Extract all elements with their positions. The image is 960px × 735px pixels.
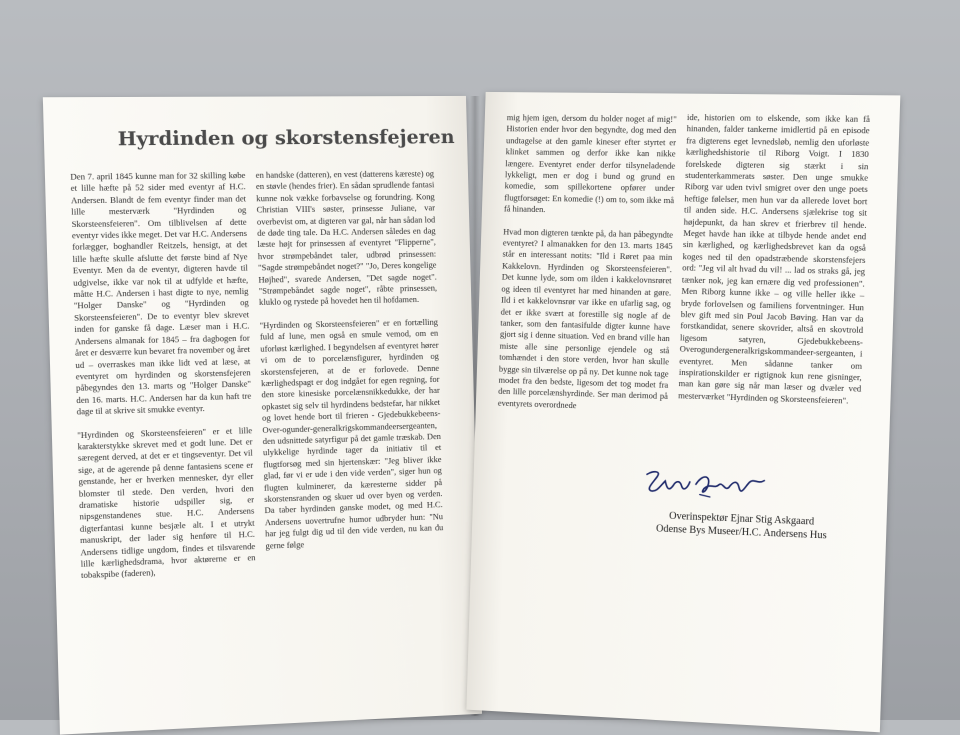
handwritten-signature-icon xyxy=(638,462,773,508)
signature-institution: Odense Bys Museer/H.C. Andersens Hus xyxy=(655,523,827,542)
paragraph: ide, historien om to elskende, som ikke kan få hinanden, falder tankerne imidlertid på en episode fra digterens eget levnedsløb, nemlig den uforløste kærlighedshistorie til Riborg Voigt. I 1830 forelskede digteren sig stærkt i sin studenterkammerats søster. Den unge smukke Riborg var uden tvivl smigret over den unge poets heftige følelser, men hun var da allerede lovet bort til anden side. H.C. Andersens sjælekrise tog sit højdepunkt, da han skrev et frierbrev til hende. Meget havde han ikke at tilbyde hende andet end sin kærlighed, og kærlighedsbrevet kan da også koges ned til den opadstræbende skorstensfejers ord: "Jeg vil alt hvad du vil! ... lad os straks gå, jeg tænker nok, jeg kan ernære dig ved professionen". Men Riborg kunne ikke – og ville heller ikke – bryde forlovelsen og familiens forventninger. Hun blev gift med sin Poul Jacob Bøving. Han var da forstkandidat, senere skovrider, altså en skovtrold ligesom satyren, Gjedebukkebeens-Overogundergeneralkrigskommandeer-sergeanten, i eventyret. Men sådanne tanker om inspirationskilder er rigtignok kun rene gisninger, man kan gøre sig når man læser og dvæler ved mesterværket "Hyrdinden og Skorsteensfeieren". xyxy=(678,112,871,406)
left-column-1 xyxy=(70,170,256,593)
paragraph: Den 7. april 1845 kunne man for 32 skilling købe et lille hæfte på 52 sider med eventyr af H.C. Andersen. Blandt de fem eventyr finder man det lille mesterværk "Hyrdinden og Skorsteensfeieren". Om tilblivelsen af dette eventyr vides ikke meget. Det var H.C. Andersens forlægger, boghandler Reitzels, hensigt, at det lille hæfte skulle afslutte det første bind af Nye Eventyr. Men da de eventyr, digteren havde til udgivelse, ikke var nok til at udfylde et hæfte, måtte H.C. Andersen i hast digte to nye, nemlig "Holger Danske" og "Hyrdinden og Skorsteensfeieren". De to eventyr blev skrevet inden for ganske få dage. Læser man i H.C. Andersens almanak for 1845 – fra dagbogen for året er desværre kun bevaret fra november og året ud – overraskes man ikke lidt ved at læse, at eventyret om hyrdinden og skorstensfejeren påbegyndes den 13. marts og "Holger Danske" den 16. marts. H.C. Andersen har da kun haft tre dage til at skrive sit smukke eventyr. xyxy=(70,170,252,417)
signature-caption xyxy=(623,508,862,544)
paragraph: "Hyrdinden og Skorsteensfeieren" er en fortælling fuld af lune, men også en smule vemod, om en uforløst kærlighed. I begyndelsen af eventyret hører vi om de to porcelænsfigurer, hyrdinden og skorstensfejeren, at de er forlovede. Denne kærlighedspagt er dog indgået for egen regning, for den store kinesiske porcelænsnikkedukke, der har opkastet sig selv til hyrdindens bedstefar, har nikket og lovet hende bort til frieren - Gjedebukkebeens-Over-ogunder-generalkrigskommandeersergeanten, den udsnittede satyrfigur på det gamle træskab. Den ulykkelige hyrdinde tager da initiativ til et flugtforsøg med sin hjertenskær: "Jeg bliver ikke glad, før vi er ude i den vide verden", siger hun og flugten kulminerer, da kæresterne sidder på skorstensranden og skuer ud over byen og verden. Da taber hyrdinden ganske modet, og med H.C. Andersens uovertrufne humor udbryder hun: "Nu har jeg fulgt dig ud til den vide verden, nu kan du gerne følge xyxy=(259,317,444,551)
paragraph: mig hjem igen, dersom du holder noget af mig!" Historien ender hvor den begyndte, dog med den undtagelse at den gamle kineser efter styrtet er klinket sammen og derfor ikke kan nikke længere. Eventyret ender derfor tilsyneladende lykkeligt, men er dog i bund og grund en komedie, som spillekortene opfører under flugtforsøget: En komedie (!) om to, som ikke må få hinanden. xyxy=(503,113,677,215)
right-column-2 xyxy=(678,112,871,419)
paragraph: "Hyrdinden og Skorsteensfeieren" er et lille karakterstykke skrevet med et godt lune. Det er særegent derved, at det er et tingseventyr. Det vil sige, at de agerende på denne fantasiens scene er genstande, her er hverken mennesker, dyr eller blomster til stede. Den verden, hvori den dramatiske historie udspiller sig, er nipsgenstandenes stue. H.C. Andersens digterfantasi kunne besjæle alt. I et utrykt manuskript, der lader sig henføre til H.C. Andersens tidlige ungdom, findes et tilsvarende lille kærlighedsdrama, hvor aktørerne er en tobakspibe (faderen), xyxy=(77,425,256,581)
left-column-2 xyxy=(256,168,445,563)
signature-name: Overinspektør Ejnar Stig Askgaard xyxy=(668,510,815,528)
paragraph: en handske (datteren), en vest (datterens kæreste) og en støvle (hendes frier). En sådan sprudlende fantasi kunne nok vække forbavselse og forundring. Kong Christian VIII's søster, prinsesse Juliane, var overbevist om, at digteren var gal, når han sådan lod de døde ting tale. Da H.C. Andersen således en dag læste højt for prinsessen af eventyret "Flipperne", hvor strømpebåndet taler, udbrød prinsessen: "Sagde strømpebåndet noget?" "Jo, Deres kongelige Højhed", svarede Andersen, "Det sagde noget". "Strømpebåndet sagde noget", råbte prinsessen, kluklo og rystede på hovedet hen til hofdamen. xyxy=(255,169,438,308)
page-title: Hyrdinden og skorstensfejeren xyxy=(117,126,455,151)
left-page xyxy=(43,96,482,735)
paragraph: Hvad mon digteren tænkte på, da han påbegyndte eventyret? I almanakken for den 13. marts 1845 står en interessant notits: "Ild i Røret paa min Kakkelovn. Hyrdinden og Skorsteensfeieren". Det kunne lyde, som om ilden i kakkelovnsrøret og ideen til eventyret har med hinanden at gøre. Ild i et kakkelovnsrør var ikke en ufarlig sag, og det er ikke svært at forestille sig nogle af de tanker, som den fantasifulde digter kunne have gjort sig i denne situation. Ved en brand ville han miste alle sine personlige ejendele og stå tomhændet i den store verden, hvor han skulle bygge sin tilværelse op på ny. Det kunne nok tage modet fra den bedste, ligesom det tog modet fra den lille porcelænshyrdinde. Ser man derimod på eventyrets overordnede xyxy=(497,227,674,410)
right-column-1 xyxy=(497,112,677,425)
right-page xyxy=(466,92,900,732)
